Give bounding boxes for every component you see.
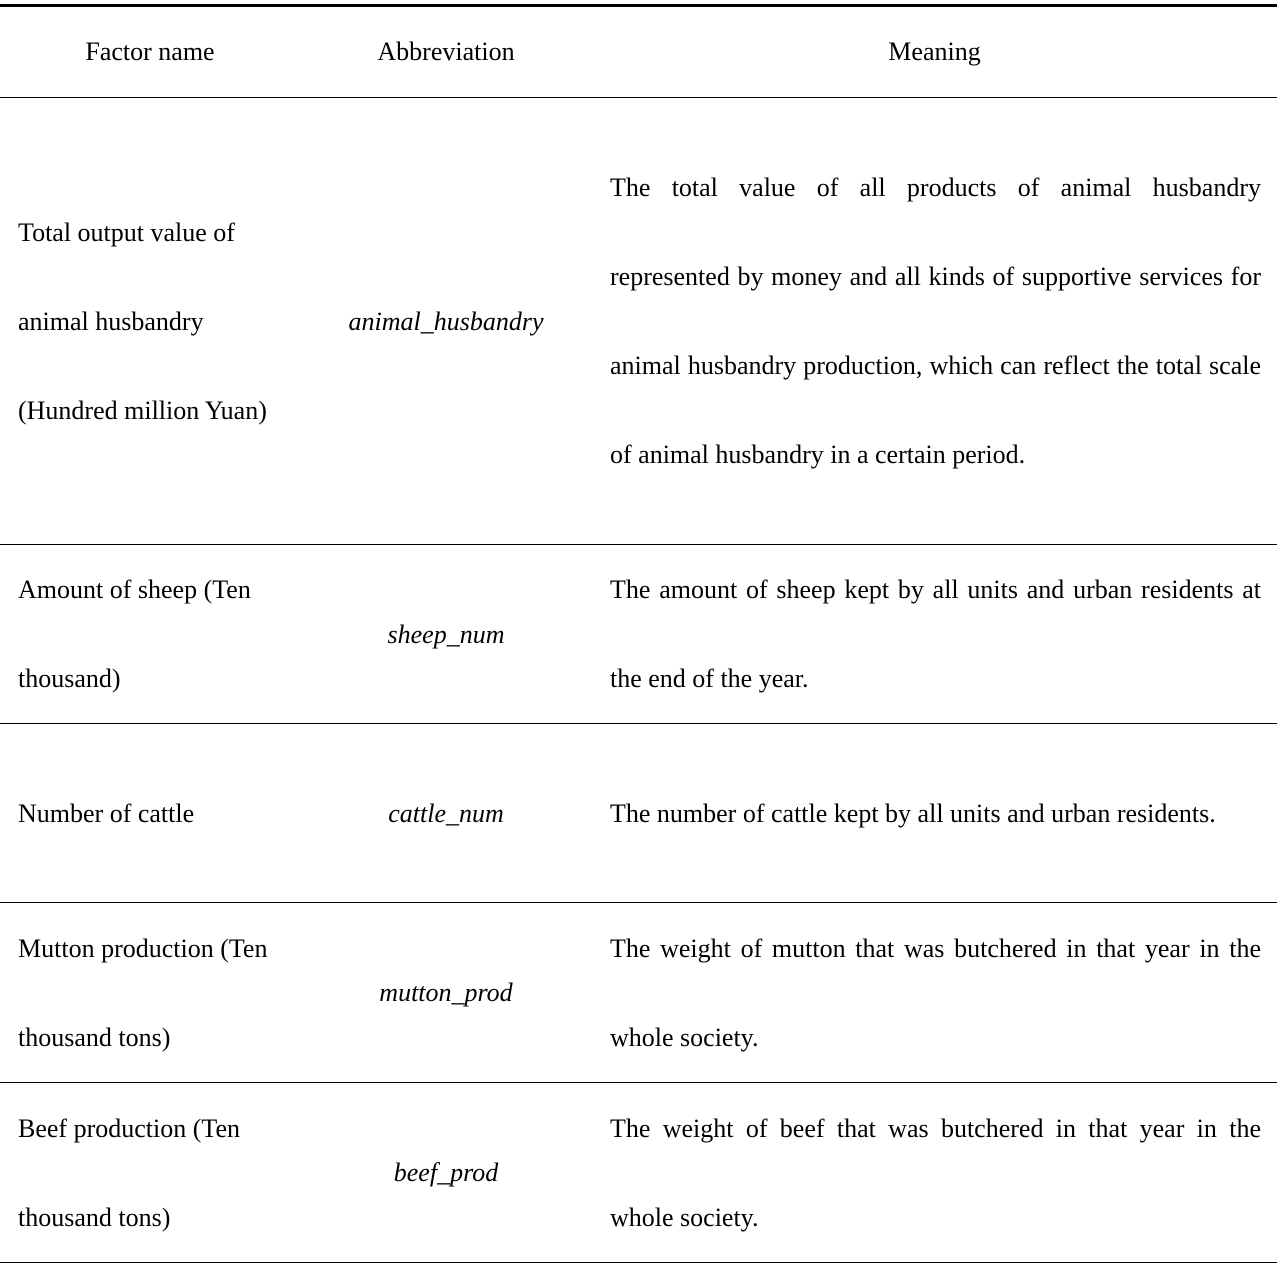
meaning-cell: The weight of beef that was butchered in that year in the whole society. bbox=[592, 1083, 1277, 1263]
table-row bbox=[0, 545, 1277, 724]
factor-name-cell: Amount of sheep (Ten thousand) bbox=[0, 545, 300, 724]
header-abbreviation: Abbreviation bbox=[300, 6, 592, 98]
factor-name-cell: Total output value of animal husbandry (Hundred million Yuan) bbox=[0, 98, 300, 545]
meaning-cell: The number of cattle kept by all units and urban residents. bbox=[592, 724, 1277, 903]
table-row bbox=[0, 903, 1277, 1083]
abbreviation-cell: mutton_prod bbox=[300, 903, 592, 1083]
meaning-cell: The total value of all products of animal husbandry represented by money and all kinds of supportive services for animal husbandry production, which can reflect the total scale of animal husbandry in a certain period. bbox=[592, 98, 1277, 545]
meaning-cell: The weight of mutton that was butchered in that year in the whole society. bbox=[592, 903, 1277, 1083]
header-factor-name: Factor name bbox=[0, 6, 300, 98]
meaning-cell: The amount of sheep kept by all units and urban residents at the end of the year. bbox=[592, 545, 1277, 724]
factor-name-cell: Number of cattle bbox=[0, 724, 300, 903]
header-meaning: Meaning bbox=[592, 6, 1277, 98]
table-row bbox=[0, 724, 1277, 903]
abbreviation-cell: cattle_num bbox=[300, 724, 592, 903]
abbreviation-cell: animal_husbandry bbox=[300, 98, 592, 545]
header-row bbox=[0, 6, 1277, 98]
factor-table bbox=[0, 4, 1277, 1263]
table-row bbox=[0, 1083, 1277, 1263]
table-row bbox=[0, 98, 1277, 545]
factor-name-cell: Mutton production (Ten thousand tons) bbox=[0, 903, 300, 1083]
abbreviation-cell: sheep_num bbox=[300, 545, 592, 724]
factor-name-cell: Beef production (Ten thousand tons) bbox=[0, 1083, 300, 1263]
abbreviation-cell: beef_prod bbox=[300, 1083, 592, 1263]
